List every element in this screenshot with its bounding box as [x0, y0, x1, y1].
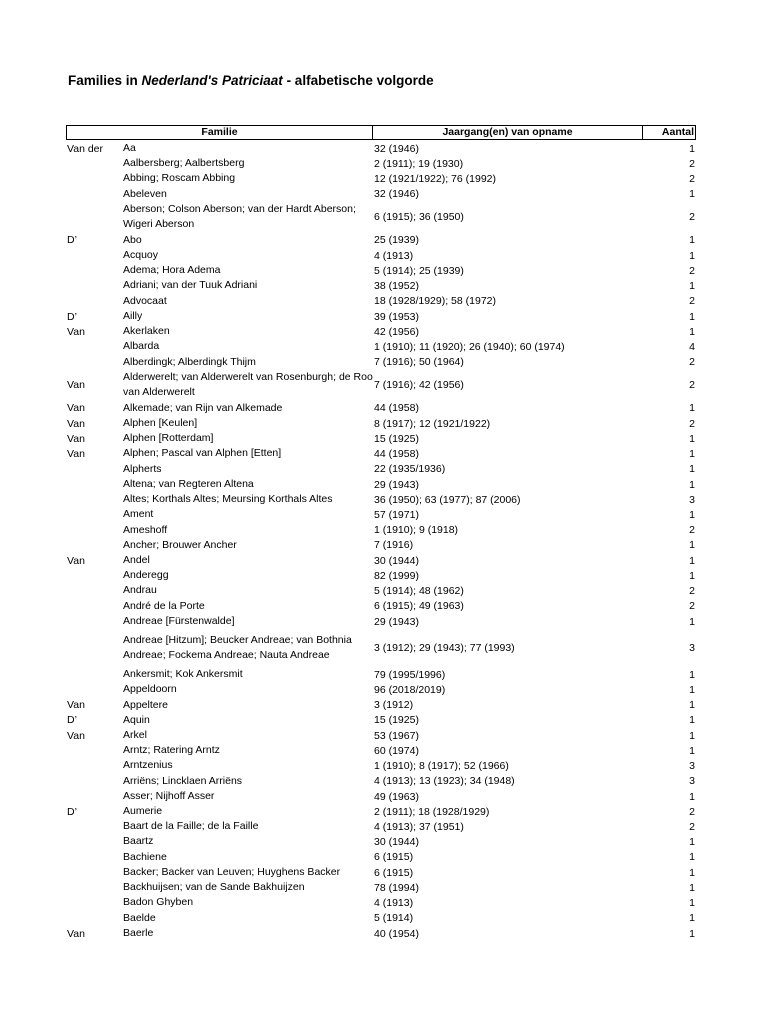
table-row: [66, 728, 696, 743]
familie-cell: Alphen [Rotterdam]: [123, 432, 214, 445]
familie-cell: Advocaat: [123, 294, 167, 307]
prefix-cell: D’: [67, 234, 77, 247]
jaargang-cell: 82 (1999): [374, 569, 419, 582]
title-prefix: Families in: [68, 73, 142, 88]
jaargang-cell: 5 (1914); 48 (1962): [374, 585, 464, 598]
table-row: [66, 568, 696, 583]
table-row: [66, 279, 696, 294]
jaargang-cell: 15 (1925): [374, 714, 419, 727]
familie-cell: Alphen; Pascal van Alphen [Etten]: [123, 447, 282, 460]
prefix-cell: [67, 171, 122, 186]
familie-cell: Baerle: [123, 926, 154, 939]
prefix-cell: [67, 895, 122, 910]
prefix-cell: [67, 584, 122, 599]
aantal-cell: 2: [689, 295, 695, 308]
jaargang-cell: 32 (1946): [374, 188, 419, 201]
prefix-cell: [67, 743, 122, 758]
jaargang-cell: 4 (1913): [374, 897, 414, 910]
prefix-cell: [67, 599, 122, 614]
aantal-cell: 2: [689, 157, 695, 170]
jaargang-cell: 7 (1916); 42 (1956): [374, 379, 464, 392]
prefix-cell: [67, 614, 122, 629]
prefix-cell: [67, 911, 122, 926]
jaargang-cell: 30 (1944): [374, 554, 419, 567]
jaargang-cell: 2 (1911); 19 (1930): [374, 157, 464, 170]
jaargang-cell: 4 (1913): [374, 249, 414, 262]
aantal-cell: 1: [689, 668, 695, 681]
prefix-cell: Van: [67, 379, 85, 392]
table-row: [66, 263, 696, 278]
aantal-cell: 3: [689, 775, 695, 788]
table-row: [66, 538, 696, 553]
prefix-cell: [67, 492, 122, 507]
table-row: [66, 477, 696, 492]
familie-cell: Aalbersberg; Aalbertsberg: [123, 157, 245, 170]
aantal-cell: 1: [689, 249, 695, 262]
prefix-cell: [67, 789, 122, 804]
table-row: [66, 233, 696, 248]
prefix-cell: [67, 248, 122, 263]
aantal-cell: 1: [689, 881, 695, 894]
table-row: [66, 789, 696, 804]
jaargang-cell: 96 (2018/2019): [374, 683, 446, 696]
aantal-cell: 1: [689, 509, 695, 521]
familie-cell: Alberdingk; Alberdingk Thijm: [123, 355, 256, 368]
table-row: [66, 629, 696, 667]
aantal-cell: 1: [689, 432, 695, 445]
jaargang-cell: 12 (1921/1922); 76 (1992): [374, 173, 497, 186]
familie-cell: Alpherts: [123, 462, 162, 475]
table-row: [66, 370, 696, 401]
familie-cell: Aa: [123, 141, 136, 154]
prefix-cell: Van: [67, 729, 85, 742]
jaargang-cell: 4 (1913); 37 (1951): [374, 820, 464, 833]
aantal-cell: 1: [689, 927, 695, 940]
prefix-cell: Van: [67, 927, 85, 940]
prefix-cell: [67, 835, 122, 850]
table-row: [66, 523, 696, 538]
jaargang-cell: 5 (1914); 25 (1939): [374, 264, 464, 277]
table-row: [66, 895, 696, 910]
prefix-cell: [67, 865, 122, 880]
familie-cell: Aberson; Colson Aberson; van der Hardt Aberson; Wigeri Aberson: [123, 202, 356, 231]
table-row: [66, 835, 696, 850]
table-row: [66, 248, 696, 263]
aantal-cell: 1: [689, 912, 695, 925]
prefix-cell: [67, 156, 122, 171]
title-suffix: - alfabetische volgorde: [282, 73, 434, 88]
table-row: [66, 880, 696, 895]
aantal-cell: 2: [689, 820, 695, 833]
prefix-cell: Van der: [67, 142, 103, 155]
table-row: [66, 614, 696, 629]
aantal-cell: 1: [689, 325, 695, 338]
table-row: [66, 339, 696, 354]
jaargang-cell: 2 (1911); 18 (1928/1929): [374, 805, 490, 818]
jaargang-cell: 44 (1958): [374, 402, 419, 415]
aantal-cell: 2: [689, 417, 695, 430]
familie-cell: Alderwerelt; van Alderwerelt van Rosenburgh; de Roo van Alderwerelt: [123, 370, 373, 399]
familie-cell: Aquin: [123, 713, 150, 726]
prefix-cell: [67, 355, 122, 370]
prefix-cell: Van: [67, 417, 85, 430]
prefix-cell: Van: [67, 699, 85, 712]
familie-cell: André de la Porte: [123, 599, 205, 612]
prefix-cell: [67, 202, 122, 233]
aantal-cell: 2: [689, 356, 695, 369]
aantal-cell: 1: [689, 683, 695, 696]
familie-cell: Albarda: [123, 340, 160, 353]
table-row: [66, 187, 696, 202]
jaargang-cell: 6 (1915): [374, 851, 414, 864]
familie-cell: Altena; van Regteren Altena: [123, 477, 254, 490]
jaargang-cell: 15 (1925): [374, 432, 419, 445]
aantal-cell: 1: [689, 280, 695, 293]
table-row: [66, 171, 696, 186]
jaargang-cell: 38 (1952): [374, 280, 419, 293]
familie-cell: Abeleven: [123, 187, 167, 200]
table-row: [66, 462, 696, 477]
aantal-cell: 1: [689, 836, 695, 849]
jaargang-cell: 60 (1974): [374, 744, 419, 757]
familie-cell: Baart de la Faille; de la Faille: [123, 820, 259, 833]
jaargang-cell: 32 (1946): [374, 142, 419, 155]
jaargang-cell: 25 (1939): [374, 234, 419, 247]
prefix-cell: D’: [67, 310, 77, 323]
prefix-cell: [67, 819, 122, 834]
table-row: [66, 911, 696, 926]
prefix-cell: [67, 850, 122, 865]
aantal-cell: 2: [689, 600, 695, 613]
jaargang-cell: 29 (1943): [374, 615, 419, 628]
familie-cell: Andrau: [123, 584, 157, 597]
table-row: [66, 926, 696, 941]
familie-cell: Andel: [123, 553, 150, 566]
jaargang-cell: 18 (1928/1929); 58 (1972): [374, 295, 497, 308]
aantal-cell: 1: [689, 729, 695, 742]
prefix-cell: [67, 477, 122, 492]
familie-cell: Arntzenius: [123, 759, 173, 772]
familie-cell: Abo: [123, 233, 142, 246]
jaargang-cell: 7 (1916); 50 (1964): [374, 356, 464, 369]
prefix-cell: [67, 667, 122, 682]
aantal-cell: 2: [689, 585, 695, 598]
table-row: [66, 865, 696, 880]
familie-cell: Andreae [Hitzum]; Beucker Andreae; van Bothnia Andreae; Fockema Andreae; Nauta Andreae: [123, 633, 352, 662]
prefix-cell: D’: [67, 714, 77, 727]
aantal-cell: 1: [689, 463, 695, 476]
jaargang-cell: 36 (1950); 63 (1977); 87 (2006): [374, 493, 521, 506]
familie-cell: Ameshoff: [123, 523, 168, 536]
aantal-cell: 1: [689, 699, 695, 712]
familie-cell: Alkemade; van Rijn van Alkemade: [123, 401, 283, 414]
aantal-cell: 1: [689, 851, 695, 864]
table-row: [66, 774, 696, 789]
title-italic: Nederland's Patriciaat: [141, 73, 283, 88]
table-row: [66, 401, 696, 416]
prefix-cell: [67, 682, 122, 697]
table-row: [66, 355, 696, 370]
table-row: [66, 819, 696, 834]
familie-cell: Akerlaken: [123, 325, 170, 338]
prefix-cell: [67, 880, 122, 895]
familie-cell: Backhuijsen; van de Sande Bakhuijzen: [123, 881, 305, 894]
familie-cell: Appeldoorn: [123, 683, 177, 696]
familie-cell: Appeltere: [123, 698, 168, 711]
prefix-cell: [67, 263, 122, 278]
familie-cell: Acquoy: [123, 249, 159, 261]
prefix-cell: Van: [67, 554, 85, 567]
table-row: [66, 743, 696, 758]
table-row: [66, 309, 696, 324]
jaargang-cell: 30 (1944): [374, 836, 419, 849]
familie-cell: Aumerie: [123, 805, 163, 818]
prefix-cell: D’: [67, 805, 77, 818]
familie-cell: Alphen [Keulen]: [123, 416, 198, 429]
aantal-cell: 2: [689, 211, 695, 224]
prefix-cell: [67, 507, 122, 522]
table-row: [66, 758, 696, 773]
jaargang-cell: 6 (1915); 36 (1950): [374, 211, 464, 224]
aantal-cell: 2: [689, 173, 695, 186]
table-row: [66, 156, 696, 171]
familie-cell: Badon Ghyben: [123, 896, 194, 909]
table-row: [66, 682, 696, 697]
jaargang-cell: 3 (1912); 29 (1943); 77 (1993): [374, 642, 515, 655]
jaargang-cell: 53 (1967): [374, 729, 419, 742]
jaargang-cell: 6 (1915): [374, 866, 414, 879]
table-row: [66, 599, 696, 614]
header-familie: Familie: [66, 125, 373, 140]
familie-cell: Ankersmit; Kok Ankersmit: [123, 668, 243, 681]
jaargang-cell: 5 (1914): [374, 912, 414, 925]
jaargang-cell: 6 (1915); 49 (1963): [374, 600, 464, 613]
aantal-cell: 1: [689, 790, 695, 803]
familie-cell: Baartz: [123, 835, 154, 848]
familie-cell: Backer; Backer van Leuven; Huyghens Backer: [123, 865, 341, 878]
prefix-cell: [67, 538, 122, 553]
jaargang-cell: 57 (1971): [374, 509, 419, 521]
jaargang-cell: 79 (1995/1996): [374, 668, 446, 681]
familie-cell: Baelde: [123, 911, 156, 924]
header-jaargang: Jaargang(en) van opname: [372, 125, 643, 140]
aantal-cell: 2: [689, 524, 695, 537]
jaargang-cell: 1 (1910); 11 (1920); 26 (1940); 60 (1974): [374, 341, 565, 354]
familie-cell: Ailly: [123, 309, 143, 322]
aantal-cell: 2: [689, 805, 695, 818]
jaargang-cell: 29 (1943): [374, 478, 419, 491]
aantal-cell: 1: [689, 234, 695, 247]
jaargang-cell: 3 (1912): [374, 699, 414, 712]
prefix-cell: [67, 629, 122, 667]
aantal-cell: 1: [689, 615, 695, 628]
jaargang-cell: 39 (1953): [374, 310, 419, 323]
table-row: [66, 667, 696, 682]
table-row: [66, 202, 696, 233]
familie-cell: Bachiene: [123, 850, 167, 863]
table-row: [66, 584, 696, 599]
aantal-cell: 1: [689, 569, 695, 582]
jaargang-cell: 44 (1958): [374, 448, 419, 461]
aantal-cell: 3: [689, 642, 695, 655]
table-row: [66, 447, 696, 462]
jaargang-cell: 1 (1910); 9 (1918): [374, 524, 459, 537]
aantal-cell: 1: [689, 188, 695, 201]
aantal-cell: 1: [689, 866, 695, 879]
prefix-cell: Van: [67, 402, 85, 415]
prefix-cell: [67, 523, 122, 538]
prefix-cell: [67, 774, 122, 789]
table-row: [66, 431, 696, 446]
jaargang-cell: 8 (1917); 12 (1921/1922): [374, 417, 491, 430]
header-aantal: Aantal: [642, 125, 696, 140]
prefix-cell: [67, 187, 122, 202]
table-row: [66, 492, 696, 507]
prefix-cell: [67, 568, 122, 583]
familie-cell: Andreae [Fürstenwalde]: [123, 614, 235, 627]
table-row: [66, 294, 696, 309]
table-row: [66, 416, 696, 431]
aantal-cell: 3: [689, 493, 695, 506]
familie-cell: Arntz; Ratering Arntz: [123, 744, 220, 757]
aantal-cell: 3: [689, 760, 695, 773]
prefix-cell: [67, 462, 122, 477]
aantal-cell: 1: [689, 539, 695, 552]
familie-cell: Altes; Korthals Altes; Meursing Korthals Altes: [123, 493, 333, 506]
prefix-cell: [67, 339, 122, 354]
table-row: [66, 507, 696, 522]
familie-cell: Adriani; van der Tuuk Adriani: [123, 279, 258, 292]
prefix-cell: Van: [67, 432, 85, 445]
familie-cell: Anderegg: [123, 569, 169, 582]
familie-cell: Abbing; Roscam Abbing: [123, 172, 236, 185]
jaargang-cell: 7 (1916): [374, 539, 414, 552]
table-row: [66, 553, 696, 568]
familie-cell: Asser; Nijhoff Asser: [123, 789, 215, 802]
aantal-cell: 1: [689, 142, 695, 155]
jaargang-cell: 42 (1956): [374, 325, 419, 338]
familie-cell: Arriëns; Lincklaen Arriëns: [123, 774, 243, 787]
aantal-cell: 2: [689, 379, 695, 392]
familie-cell: Ament: [123, 508, 154, 521]
jaargang-cell: 49 (1963): [374, 790, 419, 803]
table-row: [66, 850, 696, 865]
familie-cell: Ancher; Brouwer Ancher: [123, 538, 237, 551]
jaargang-cell: 4 (1913); 13 (1923); 34 (1948): [374, 775, 515, 788]
table-row: [66, 141, 696, 156]
aantal-cell: 1: [689, 897, 695, 910]
prefix-cell: Van: [67, 325, 85, 338]
familie-cell: Adema; Hora Adema: [123, 264, 221, 277]
aantal-cell: 2: [689, 264, 695, 277]
aantal-cell: 1: [689, 402, 695, 415]
jaargang-cell: 78 (1994): [374, 881, 419, 894]
table-row: [66, 324, 696, 339]
table-row: [66, 804, 696, 819]
aantal-cell: 1: [689, 478, 695, 491]
prefix-cell: [67, 279, 122, 294]
aantal-cell: 1: [689, 554, 695, 567]
table-row: [66, 698, 696, 713]
familie-cell: Arkel: [123, 728, 147, 741]
aantal-cell: 1: [689, 448, 695, 461]
aantal-cell: 1: [689, 744, 695, 757]
prefix-cell: [67, 294, 122, 309]
aantal-cell: 1: [689, 714, 695, 727]
jaargang-cell: 1 (1910); 8 (1917); 52 (1966): [374, 760, 509, 773]
prefix-cell: [67, 758, 122, 773]
jaargang-cell: 40 (1954): [374, 927, 419, 940]
table-row: [66, 713, 696, 728]
aantal-cell: 4: [689, 341, 695, 354]
prefix-cell: Van: [67, 448, 85, 461]
aantal-cell: 1: [689, 310, 695, 323]
jaargang-cell: 22 (1935/1936): [374, 463, 446, 476]
